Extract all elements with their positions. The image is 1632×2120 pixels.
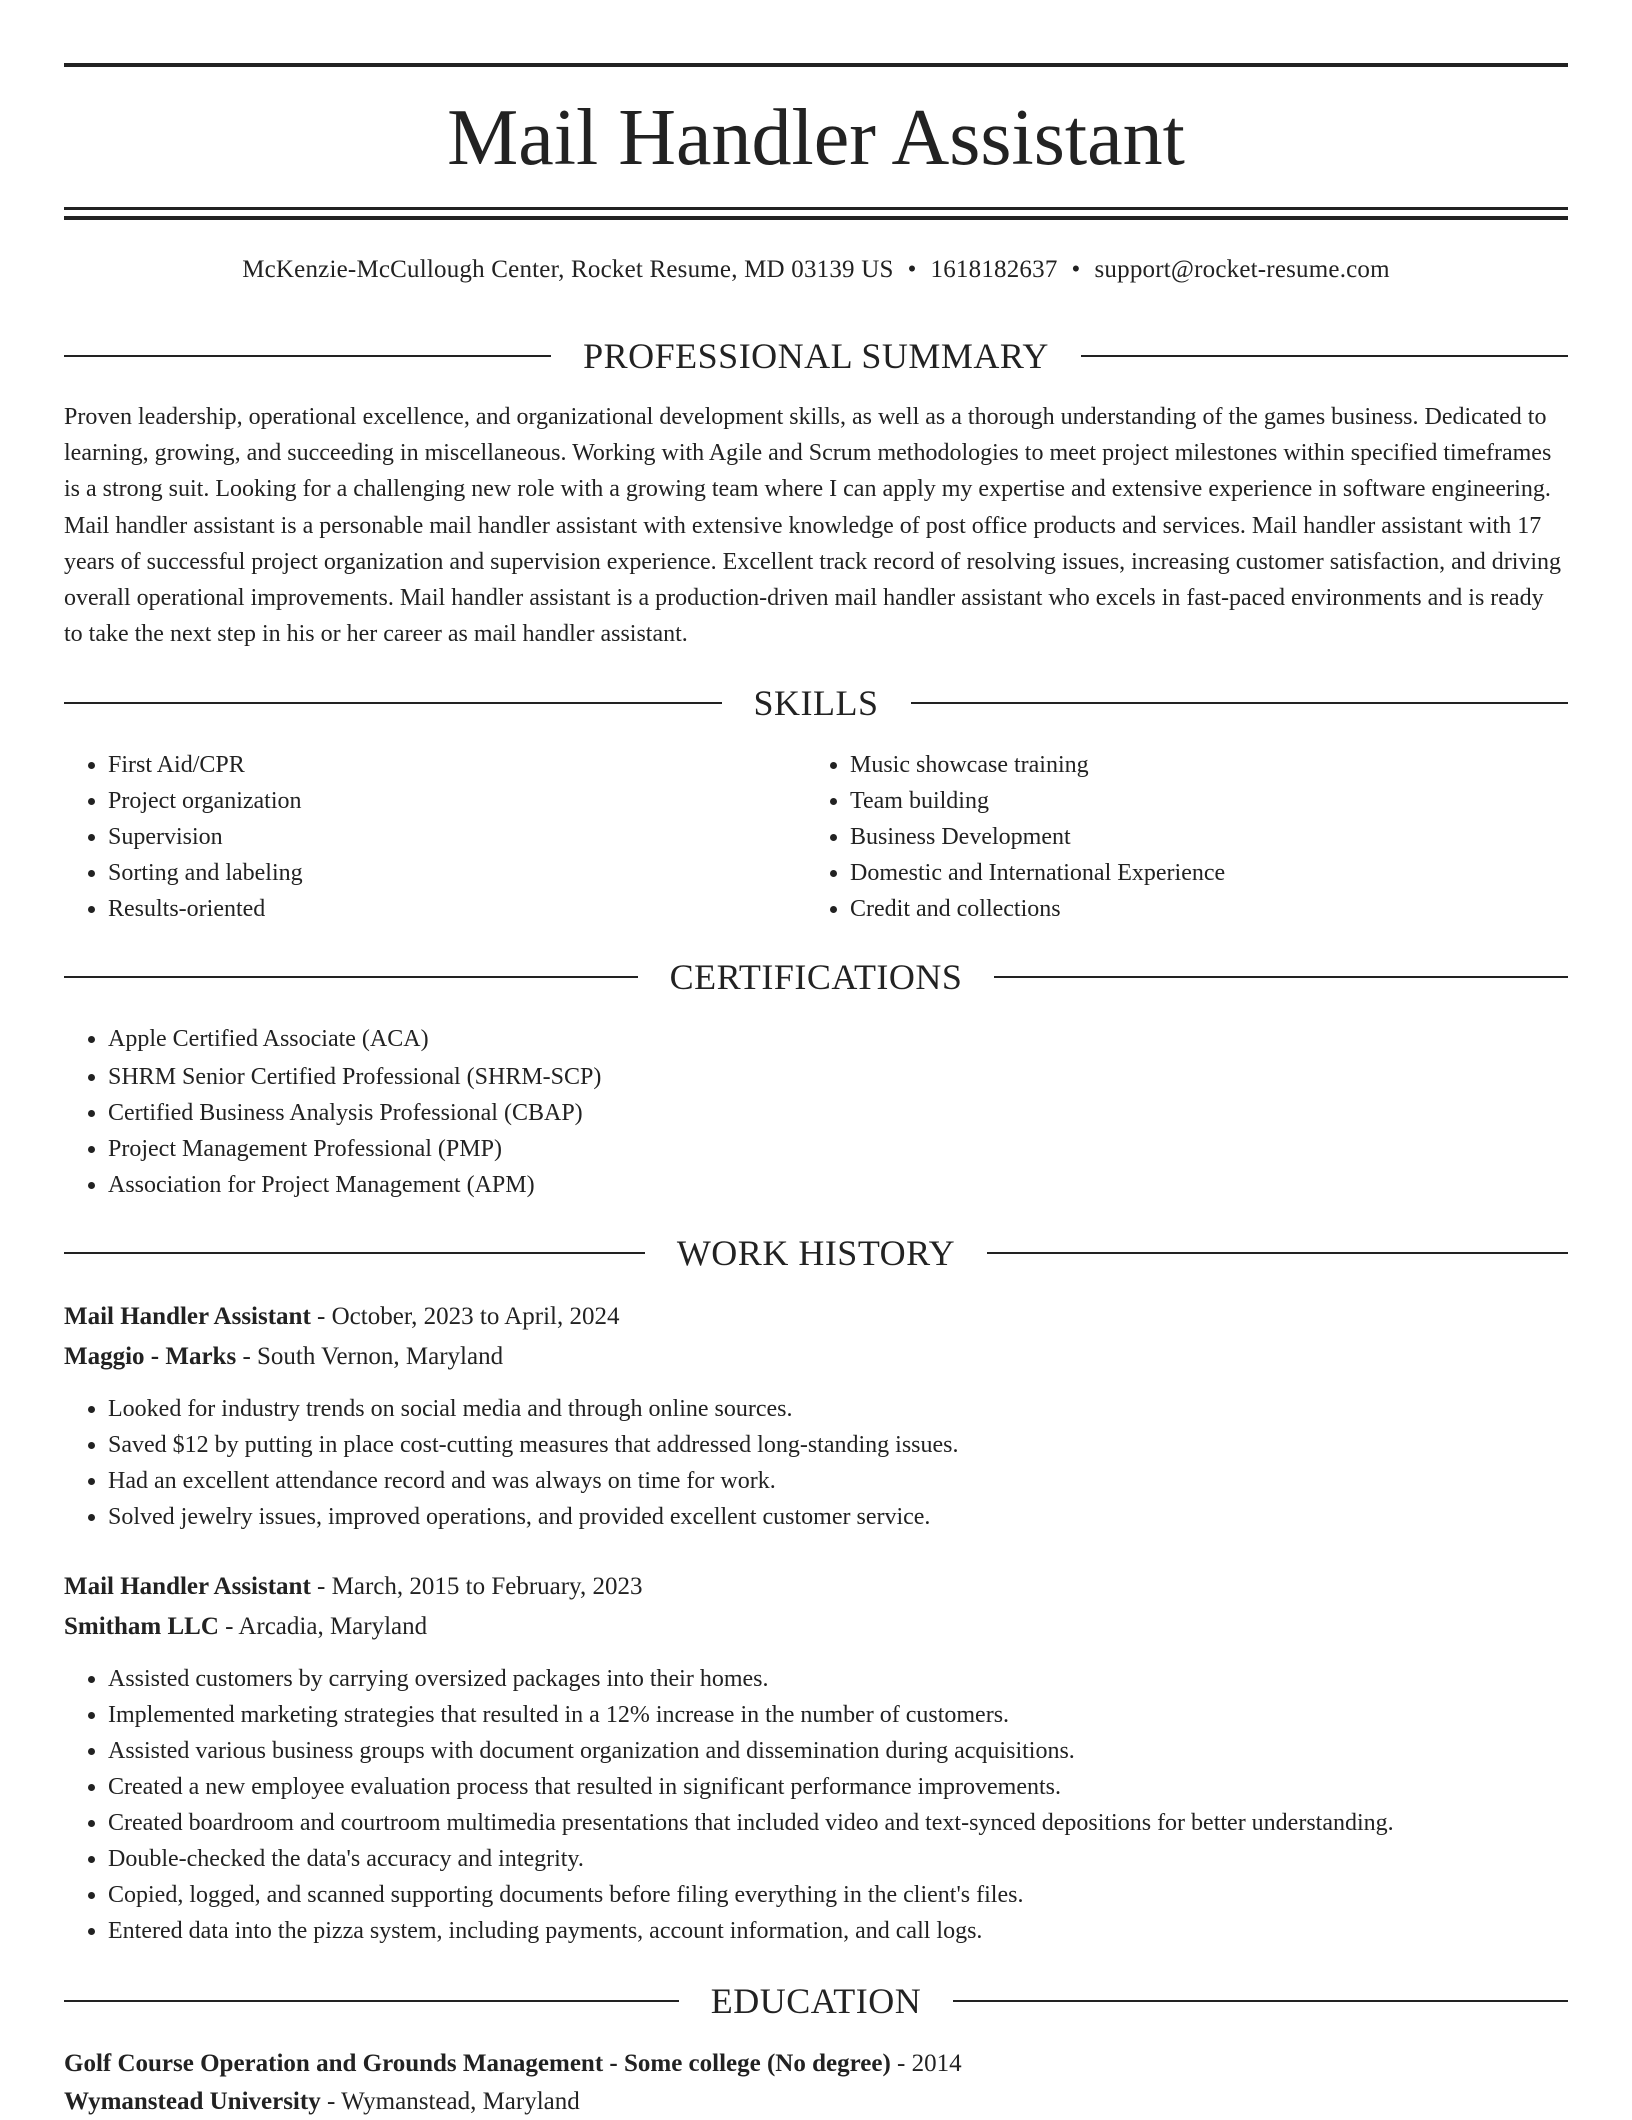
divider-line xyxy=(1081,355,1568,357)
work-title: WORK HISTORY xyxy=(676,1233,956,1273)
job-company-line xyxy=(64,1609,1568,1645)
job-title-line xyxy=(64,1569,1568,1605)
summary-text: Proven leadership, operational excellence, and organizational development skills, as well as a thorough understanding of the games business. Dedicated to learning, growing, and succeeding in miscellaneous. Working with Agile and Scrum methodologies to meet project milestones within specified timeframes is a strong suit. Looking for a challenging new role with a growing team where I can apply my expertise and extensive experience in software engineering. Mail handler assistant is a personable mail handler assistant with extensive knowledge of post office products and services. Mail handler assistant with 17 years of successful project organization and supervision experience. Excellent track record of resolving issues, increasing customer satisfaction, and driving overall operational improvements. Mail handler assistant is a production-driven mail handler assistant who excels in fast-paced environments and is ready to take the next step in his or her career as mail handler assistant. xyxy=(64,404,1562,648)
job-duty: • Double-checked the data's accuracy and integrity. xyxy=(108,1841,1568,1877)
divider-line xyxy=(64,976,638,978)
header-rule-lower xyxy=(64,216,1568,220)
job-duty: • Created boardroom and courtroom multimedia presentations that included video and text-synced depositions for better understanding. xyxy=(108,1805,1568,1841)
job-duty: • Assisted customers by carrying oversized packages into their homes. xyxy=(108,1661,1568,1697)
job-company-line xyxy=(64,1339,1568,1375)
job-duty: • Entered data into the pizza system, including payments, account information, and call logs. xyxy=(108,1913,1568,1949)
education-year: - 2014 xyxy=(890,2050,962,2077)
education-section-heading xyxy=(64,1979,1568,2023)
job-title-line xyxy=(64,1299,1568,1335)
skill-item: • Team building xyxy=(850,783,1546,819)
certification-item: • Association for Project Management (APM) xyxy=(108,1167,1568,1203)
job-duty: • Saved $12 by putting in place cost-cutting measures that addressed long-standing issues. xyxy=(108,1427,1568,1463)
job-title: Mail Handler Assistant xyxy=(64,1303,311,1330)
certification-item: • SHRM Senior Certified Professional (SHRM-SCP) xyxy=(108,1059,1568,1095)
job-duty: • Copied, logged, and scanned supporting documents before filing everything in the client's files. xyxy=(108,1877,1568,1913)
education-location: - Wymanstead, Maryland xyxy=(320,2088,580,2115)
divider-line xyxy=(987,1252,1568,1254)
skills-column-left xyxy=(64,747,804,927)
work-section-heading xyxy=(64,1231,1568,1275)
skill-item: • Credit and collections xyxy=(850,891,1546,927)
skill-item: • Results-oriented xyxy=(108,891,804,927)
divider-line xyxy=(953,2000,1568,2002)
job-duty: • Created a new employee evaluation process that resulted in significant performance improvements. xyxy=(108,1769,1568,1805)
skills-section-heading xyxy=(64,681,1568,725)
resume-name: Mail Handler Assistant xyxy=(447,94,1185,182)
job-duty: • Solved jewelry issues, improved operations, and provided excellent customer service. xyxy=(108,1499,1568,1535)
job-location: - South Vernon, Maryland xyxy=(236,1343,504,1370)
divider-line xyxy=(64,702,722,704)
job-location: - Arcadia, Maryland xyxy=(218,1613,428,1640)
job-duty: • Assisted various business groups with document organization and dissemination during acquisitions. xyxy=(108,1733,1568,1769)
job-company: Smitham LLC xyxy=(64,1613,219,1640)
certifications-title: CERTIFICATIONS xyxy=(669,957,963,997)
job-dates: - March, 2015 to February, 2023 xyxy=(310,1573,643,1600)
skill-item: • First Aid/CPR xyxy=(108,747,804,783)
contact-email: support@rocket-resume.com xyxy=(1094,256,1390,283)
header-rule-upper xyxy=(64,207,1568,210)
contact-phone: 1618182637 xyxy=(930,256,1058,283)
divider-line xyxy=(64,2000,679,2002)
job-duty: • Had an excellent attendance record and was always on time for work. xyxy=(108,1463,1568,1499)
job-company: Maggio - Marks xyxy=(64,1343,237,1370)
job-duties-list xyxy=(64,1661,1568,1949)
certification-item: • Apple Certified Associate (ACA) xyxy=(108,1021,1568,1057)
certifications-section-heading xyxy=(64,955,1568,999)
education-school-line xyxy=(64,2084,1568,2120)
certification-item: • Certified Business Analysis Professional (CBAP) xyxy=(108,1095,1568,1131)
summary-title: PROFESSIONAL SUMMARY xyxy=(583,336,1049,376)
skills-title: SKILLS xyxy=(753,683,879,723)
skill-item: • Business Development xyxy=(850,819,1546,855)
education-school: Wymanstead University xyxy=(64,2088,321,2115)
education-degree: Golf Course Operation and Grounds Management - Some college (No degree) xyxy=(64,2050,891,2077)
certifications-list xyxy=(64,1021,1568,1203)
skill-item: • Music showcase training xyxy=(850,747,1546,783)
contact-separator: • xyxy=(1071,256,1081,283)
summary-section-heading xyxy=(64,334,1568,378)
skill-item: • Domestic and International Experience xyxy=(850,855,1546,891)
job-dates: - October, 2023 to April, 2024 xyxy=(310,1303,620,1330)
divider-line xyxy=(994,976,1568,978)
header-top-rule xyxy=(64,63,1568,67)
skill-item: • Project organization xyxy=(108,783,804,819)
divider-line xyxy=(64,1252,645,1254)
job-duty: • Implemented marketing strategies that resulted in a 12% increase in the number of customers. xyxy=(108,1697,1568,1733)
contact-line xyxy=(64,252,1568,288)
contact-address: McKenzie-McCullough Center, Rocket Resume, MD 03139 US xyxy=(242,256,894,283)
skill-item: • Sorting and labeling xyxy=(108,855,804,891)
divider-line xyxy=(64,355,551,357)
education-title: EDUCATION xyxy=(710,1981,922,2021)
education-degree-line xyxy=(64,2046,1568,2082)
skills-column-right xyxy=(806,747,1546,927)
contact-separator: • xyxy=(907,256,917,283)
certification-item: • Project Management Professional (PMP) xyxy=(108,1131,1568,1167)
skill-item: • Supervision xyxy=(108,819,804,855)
job-title: Mail Handler Assistant xyxy=(64,1573,311,1600)
job-duties-list xyxy=(64,1391,1568,1535)
divider-line xyxy=(911,702,1569,704)
job-duty: • Looked for industry trends on social media and through online sources. xyxy=(108,1391,1568,1427)
